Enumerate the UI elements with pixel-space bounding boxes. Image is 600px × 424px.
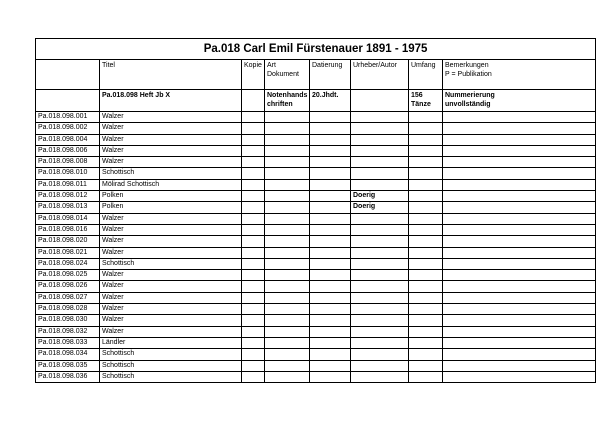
- row-urheber: [351, 157, 409, 168]
- row-umfang: [409, 258, 443, 269]
- row-signatur: Pa.018.098.025: [36, 270, 100, 281]
- row-signatur: Pa.018.098.026: [36, 281, 100, 292]
- series-umfang-line1: 156: [411, 92, 423, 99]
- row-datierung: [310, 304, 351, 315]
- row-signatur: Pa.018.098.027: [36, 292, 100, 303]
- row-titel: Walzer: [100, 145, 242, 156]
- row-signatur: Pa.018.098.035: [36, 360, 100, 371]
- row-titel: Walzer: [100, 304, 242, 315]
- row-datierung: [310, 202, 351, 213]
- row-datierung: [310, 224, 351, 235]
- row-umfang: [409, 247, 443, 258]
- row-urheber: [351, 236, 409, 247]
- row-titel: Walzer: [100, 224, 242, 235]
- row-signatur: Pa.018.098.008: [36, 157, 100, 168]
- row-datierung: [310, 134, 351, 145]
- table-row: [36, 270, 596, 281]
- row-signatur: Pa.018.098.024: [36, 258, 100, 269]
- series-art-dokument-line2: chriften: [267, 101, 293, 108]
- row-signatur: Pa.018.098.021: [36, 247, 100, 258]
- series-bemerkungen-line2: unvollständig: [445, 101, 491, 108]
- row-kopie: [242, 281, 265, 292]
- row-art-dokument: [265, 371, 310, 382]
- row-urheber: [351, 371, 409, 382]
- row-titel: Walzer: [100, 281, 242, 292]
- series-umfang: [409, 90, 443, 112]
- row-titel: Walzer: [100, 123, 242, 134]
- row-urheber: [351, 213, 409, 224]
- row-urheber: [351, 292, 409, 303]
- row-art-dokument: [265, 213, 310, 224]
- row-bemerkungen: [443, 360, 596, 371]
- row-datierung: [310, 179, 351, 190]
- row-bemerkungen: [443, 236, 596, 247]
- row-titel: Mölirad Schottisch: [100, 179, 242, 190]
- column-header-art-dokument-label: Art Dokument: [267, 62, 299, 78]
- row-umfang: [409, 224, 443, 235]
- row-kopie: [242, 292, 265, 303]
- series-datierung: 20.Jhdt.: [310, 90, 351, 112]
- table-row: [36, 157, 596, 168]
- column-header-bemerkungen-label: Bemerkungen P = Publikation: [445, 62, 492, 78]
- row-bemerkungen: [443, 123, 596, 134]
- table-row: [36, 315, 596, 326]
- row-urheber: [351, 179, 409, 190]
- row-umfang: [409, 270, 443, 281]
- row-umfang: [409, 191, 443, 202]
- row-bemerkungen: [443, 337, 596, 348]
- row-signatur: Pa.018.098.002: [36, 123, 100, 134]
- row-titel: Walzer: [100, 112, 242, 123]
- row-kopie: [242, 191, 265, 202]
- series-umfang-line2: Tänze: [411, 101, 431, 108]
- row-art-dokument: [265, 224, 310, 235]
- row-art-dokument: [265, 145, 310, 156]
- series-signatur: [36, 90, 100, 112]
- series-kopie: [242, 90, 265, 112]
- column-header-urheber-label: Urheber/Autor: [353, 62, 397, 69]
- table-row: [36, 145, 596, 156]
- series-bemerkungen: [443, 90, 596, 112]
- row-kopie: [242, 360, 265, 371]
- row-titel: Walzer: [100, 213, 242, 224]
- row-datierung: [310, 281, 351, 292]
- row-titel: Schottisch: [100, 371, 242, 382]
- row-art-dokument: [265, 326, 310, 337]
- row-datierung: [310, 371, 351, 382]
- row-kopie: [242, 247, 265, 258]
- row-kopie: [242, 202, 265, 213]
- series-art-dokument-line1: Notenhands: [267, 92, 308, 99]
- row-bemerkungen: [443, 315, 596, 326]
- row-umfang: [409, 123, 443, 134]
- column-header-titel: [100, 60, 242, 90]
- row-titel: Walzer: [100, 315, 242, 326]
- column-header-row: [36, 60, 596, 90]
- table-row: [36, 179, 596, 190]
- row-urheber: [351, 168, 409, 179]
- row-titel: Walzer: [100, 247, 242, 258]
- row-signatur: Pa.018.098.028: [36, 304, 100, 315]
- row-titel: Polken: [100, 202, 242, 213]
- row-art-dokument: [265, 168, 310, 179]
- row-art-dokument: [265, 281, 310, 292]
- row-umfang: [409, 179, 443, 190]
- column-header-signatur: [36, 60, 100, 90]
- row-signatur: Pa.018.098.012: [36, 191, 100, 202]
- row-urheber: [351, 315, 409, 326]
- row-bemerkungen: [443, 157, 596, 168]
- row-umfang: [409, 236, 443, 247]
- row-signatur: Pa.018.098.004: [36, 134, 100, 145]
- row-signatur: Pa.018.098.036: [36, 371, 100, 382]
- row-urheber: Doerig: [351, 191, 409, 202]
- row-urheber: [351, 270, 409, 281]
- row-datierung: [310, 337, 351, 348]
- row-bemerkungen: [443, 145, 596, 156]
- inventory-table: [35, 38, 596, 383]
- row-bemerkungen: [443, 258, 596, 269]
- row-titel: Schottisch: [100, 349, 242, 360]
- row-datierung: [310, 157, 351, 168]
- row-kopie: [242, 270, 265, 281]
- row-signatur: Pa.018.098.001: [36, 112, 100, 123]
- table-row: [36, 304, 596, 315]
- row-signatur: Pa.018.098.014: [36, 213, 100, 224]
- row-bemerkungen: [443, 112, 596, 123]
- row-datierung: [310, 168, 351, 179]
- table-row: [36, 191, 596, 202]
- column-header-kopie-label: Kopie: [244, 62, 262, 69]
- row-datierung: [310, 213, 351, 224]
- table-row: [36, 258, 596, 269]
- row-kopie: [242, 157, 265, 168]
- table-row: [36, 202, 596, 213]
- row-kopie: [242, 258, 265, 269]
- row-umfang: [409, 112, 443, 123]
- row-titel: Walzer: [100, 157, 242, 168]
- table-row: [36, 281, 596, 292]
- row-urheber: [351, 281, 409, 292]
- column-header-umfang: [409, 60, 443, 90]
- column-header-urheber: [351, 60, 409, 90]
- row-art-dokument: [265, 179, 310, 190]
- column-header-bemerkungen: [443, 60, 596, 90]
- row-datierung: [310, 191, 351, 202]
- row-bemerkungen: [443, 168, 596, 179]
- row-bemerkungen: [443, 213, 596, 224]
- inventory-sheet: [35, 38, 595, 383]
- row-signatur: Pa.018.098.016: [36, 224, 100, 235]
- row-bemerkungen: [443, 179, 596, 190]
- row-urheber: [351, 258, 409, 269]
- row-bemerkungen: [443, 304, 596, 315]
- series-art-dokument: [265, 90, 310, 112]
- row-bemerkungen: [443, 326, 596, 337]
- row-signatur: Pa.018.098.013: [36, 202, 100, 213]
- column-header-datierung-label: Datierung: [312, 62, 343, 69]
- table-row: [36, 349, 596, 360]
- row-kopie: [242, 236, 265, 247]
- row-art-dokument: [265, 202, 310, 213]
- row-titel: Walzer: [100, 270, 242, 281]
- row-bemerkungen: [443, 270, 596, 281]
- row-umfang: [409, 360, 443, 371]
- row-urheber: Doerig: [351, 202, 409, 213]
- row-urheber: [351, 349, 409, 360]
- row-bemerkungen: [443, 202, 596, 213]
- row-kopie: [242, 134, 265, 145]
- row-datierung: [310, 145, 351, 156]
- row-art-dokument: [265, 270, 310, 281]
- row-titel: Walzer: [100, 134, 242, 145]
- row-art-dokument: [265, 292, 310, 303]
- table-row: [36, 360, 596, 371]
- row-urheber: [351, 145, 409, 156]
- row-titel: Walzer: [100, 326, 242, 337]
- row-bemerkungen: [443, 281, 596, 292]
- row-art-dokument: [265, 123, 310, 134]
- row-datierung: [310, 247, 351, 258]
- row-bemerkungen: [443, 292, 596, 303]
- row-art-dokument: [265, 134, 310, 145]
- column-header-datierung: [310, 60, 351, 90]
- row-art-dokument: [265, 191, 310, 202]
- row-art-dokument: [265, 112, 310, 123]
- row-art-dokument: [265, 337, 310, 348]
- row-urheber: [351, 134, 409, 145]
- row-umfang: [409, 315, 443, 326]
- row-datierung: [310, 360, 351, 371]
- row-umfang: [409, 326, 443, 337]
- column-header-umfang-label: Umfang: [411, 62, 436, 69]
- row-urheber: [351, 326, 409, 337]
- table-row: [36, 371, 596, 382]
- row-umfang: [409, 134, 443, 145]
- table-row: [36, 326, 596, 337]
- row-art-dokument: [265, 236, 310, 247]
- row-bemerkungen: [443, 191, 596, 202]
- series-row: [36, 90, 596, 112]
- row-datierung: [310, 112, 351, 123]
- row-umfang: [409, 304, 443, 315]
- row-datierung: [310, 315, 351, 326]
- row-titel: Ländler: [100, 337, 242, 348]
- row-urheber: [351, 123, 409, 134]
- row-datierung: [310, 123, 351, 134]
- row-art-dokument: [265, 360, 310, 371]
- row-umfang: [409, 292, 443, 303]
- row-kopie: [242, 112, 265, 123]
- row-signatur: Pa.018.098.010: [36, 168, 100, 179]
- row-signatur: Pa.018.098.030: [36, 315, 100, 326]
- row-bemerkungen: [443, 224, 596, 235]
- row-art-dokument: [265, 315, 310, 326]
- table-row: [36, 224, 596, 235]
- row-kopie: [242, 349, 265, 360]
- row-umfang: [409, 168, 443, 179]
- row-bemerkungen: [443, 371, 596, 382]
- row-signatur: Pa.018.098.020: [36, 236, 100, 247]
- row-kopie: [242, 168, 265, 179]
- row-umfang: [409, 145, 443, 156]
- row-datierung: [310, 270, 351, 281]
- row-titel: Schottisch: [100, 168, 242, 179]
- row-kopie: [242, 145, 265, 156]
- series-bemerkungen-line1: Nummerierung: [445, 92, 495, 99]
- row-kopie: [242, 315, 265, 326]
- row-titel: Walzer: [100, 292, 242, 303]
- row-urheber: [351, 360, 409, 371]
- row-bemerkungen: [443, 134, 596, 145]
- row-titel: Schottisch: [100, 360, 242, 371]
- row-art-dokument: [265, 349, 310, 360]
- row-kopie: [242, 337, 265, 348]
- row-datierung: [310, 236, 351, 247]
- row-datierung: [310, 258, 351, 269]
- column-header-titel-label: Titel: [102, 62, 115, 69]
- row-urheber: [351, 304, 409, 315]
- row-kopie: [242, 224, 265, 235]
- row-urheber: [351, 224, 409, 235]
- table-row: [36, 292, 596, 303]
- table-row: [36, 123, 596, 134]
- row-umfang: [409, 213, 443, 224]
- row-signatur: Pa.018.098.034: [36, 349, 100, 360]
- row-datierung: [310, 326, 351, 337]
- row-titel: Schottisch: [100, 258, 242, 269]
- table-row: [36, 112, 596, 123]
- column-header-kopie: [242, 60, 265, 90]
- row-umfang: [409, 371, 443, 382]
- row-signatur: Pa.018.098.011: [36, 179, 100, 190]
- row-kopie: [242, 371, 265, 382]
- row-bemerkungen: [443, 247, 596, 258]
- column-header-art-dokument: [265, 60, 310, 90]
- row-kopie: [242, 326, 265, 337]
- row-bemerkungen: [443, 349, 596, 360]
- row-urheber: [351, 247, 409, 258]
- row-art-dokument: [265, 304, 310, 315]
- row-urheber: [351, 112, 409, 123]
- table-row: [36, 236, 596, 247]
- table-row: [36, 168, 596, 179]
- row-titel: Polken: [100, 191, 242, 202]
- row-art-dokument: [265, 157, 310, 168]
- row-signatur: Pa.018.098.006: [36, 145, 100, 156]
- table-row: [36, 337, 596, 348]
- series-title: Pa.018.098 Heft Jb X: [100, 90, 242, 112]
- table-row: [36, 134, 596, 145]
- row-umfang: [409, 202, 443, 213]
- table-row: [36, 213, 596, 224]
- row-art-dokument: [265, 258, 310, 269]
- table-row: [36, 247, 596, 258]
- series-urheber: [351, 90, 409, 112]
- row-umfang: [409, 157, 443, 168]
- row-kopie: [242, 123, 265, 134]
- row-datierung: [310, 292, 351, 303]
- row-umfang: [409, 349, 443, 360]
- row-signatur: Pa.018.098.032: [36, 326, 100, 337]
- row-urheber: [351, 337, 409, 348]
- row-kopie: [242, 304, 265, 315]
- document-title: Pa.018 Carl Emil Fürstenauer 1891 - 1975: [36, 39, 596, 60]
- row-datierung: [310, 349, 351, 360]
- row-kopie: [242, 213, 265, 224]
- row-umfang: [409, 281, 443, 292]
- row-umfang: [409, 337, 443, 348]
- row-signatur: Pa.018.098.033: [36, 337, 100, 348]
- row-titel: Walzer: [100, 236, 242, 247]
- row-kopie: [242, 179, 265, 190]
- row-art-dokument: [265, 247, 310, 258]
